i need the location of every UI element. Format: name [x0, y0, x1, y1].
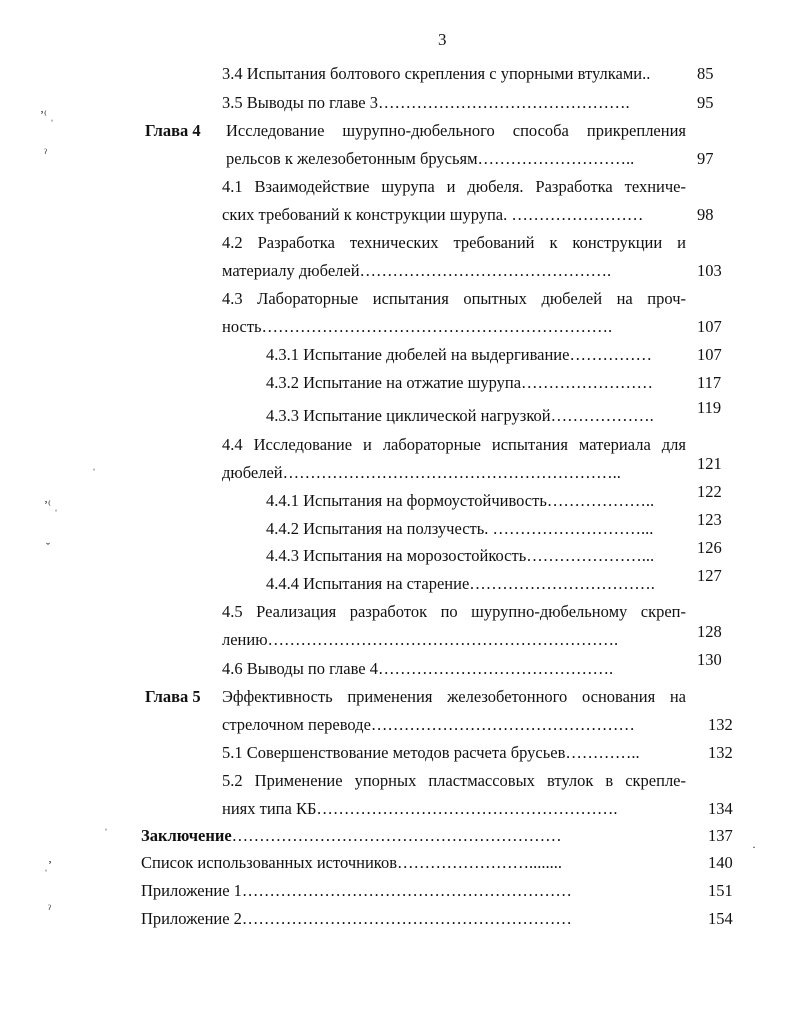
- toc-page-conclusion: 137: [708, 826, 733, 845]
- toc-page-4-1: 98: [697, 205, 714, 224]
- conclusion-title: Заключение: [141, 826, 232, 845]
- toc-page-3-4: 85: [697, 64, 714, 83]
- toc-entry-4-4-3: 4.4.3 Испытания на морозостойкость…………………...: [266, 546, 655, 565]
- toc-entry-4-4-1: 4.4.1 Испытания на формоустойчивость………………..: [266, 491, 655, 510]
- toc-chapter-5-title: Эффективность применения железобетонного основания на: [222, 687, 686, 706]
- toc-page-4-3-3: 119: [697, 398, 722, 417]
- toc-page-4-4-3: 126: [697, 538, 722, 557]
- toc-page-4-4-1: 122: [697, 482, 722, 501]
- toc-page-appendix-1: 151: [708, 881, 733, 900]
- conclusion-leader: ……………………………………………………: [231, 826, 562, 845]
- chapter-5-label: Глава 5: [145, 687, 201, 706]
- toc-entry-5-2-cont: ниях типа КБ……………………………………………….: [222, 799, 618, 818]
- toc-entry-4-5-cont: лению……………………………………………………….: [222, 630, 619, 649]
- toc-page-4: 97: [697, 149, 714, 168]
- toc-entry-4-3-3: 4.3.3 Испытание циклической нагрузкой……………….: [266, 406, 654, 425]
- toc-chapter-4-title-cont: рельсов к железобетонным брусьям………………………..: [226, 149, 635, 168]
- toc-entry-4-2-cont: материалу дюбелей……………………………………….: [222, 261, 612, 280]
- toc-chapter-4-title: Исследование шурупно-дюбельного способа прикрепления: [226, 121, 686, 140]
- toc-page-5: 132: [708, 715, 733, 734]
- toc-entry-5-2: 5.2 Применение упорных пластмассовых втулок в скрепле-: [222, 771, 686, 790]
- toc-page-4-3: 107: [697, 317, 722, 336]
- toc-entry-conclusion: [141, 826, 686, 846]
- scan-mark-icon: ˈ: [104, 826, 108, 840]
- toc-entry-3-4: 3.4 Испытания болтового скрепления с упорными втулками..: [222, 64, 651, 83]
- scan-mark-icon: ˈ: [92, 466, 96, 480]
- scan-mark-icon: ˌʼ: [44, 858, 52, 872]
- toc-entry-4-4: 4.4 Исследование и лабораторные испытания материала для: [222, 435, 686, 454]
- toc-page-4-4-2: 123: [697, 510, 722, 529]
- toc-entry-appendix-1: Приложение 1……………………………………………………: [141, 881, 572, 900]
- toc-entry-3-5: 3.5 Выводы по главе 3……………………………………….: [222, 93, 630, 112]
- toc-page-3-5: 95: [697, 93, 714, 112]
- toc-entry-4-4-4: 4.4.4 Испытания на старение…………………………….: [266, 574, 655, 593]
- scan-mark-icon: ˀ: [44, 146, 47, 160]
- toc-entry-4-3-cont: ность……………………………………………………….: [222, 317, 613, 336]
- toc-page-4-4-4: 127: [697, 566, 722, 585]
- toc-page-4-2: 103: [697, 261, 722, 280]
- toc-entry-4-5: 4.5 Реализация разработок по шурупно-дюбельному скреп-: [222, 602, 686, 621]
- toc-entry-4-3-2: 4.3.2 Испытание на отжатие шурупа……………………: [266, 373, 654, 392]
- scan-mark-icon: ʼ⁽ ˌ: [40, 108, 54, 122]
- scan-mark-icon: ˇ: [46, 540, 50, 554]
- toc-page-5-1: 132: [708, 743, 733, 762]
- toc-page-4-3-2: 117: [697, 373, 722, 392]
- chapter-4-label: Глава 4: [145, 121, 201, 140]
- toc-page-5-2: 134: [708, 799, 733, 818]
- scan-mark-icon: ·: [752, 840, 756, 854]
- toc-entry-4-3-1: 4.3.1 Испытание дюбелей на выдергивание……………: [266, 345, 652, 364]
- toc-page-4-4: 121: [697, 454, 722, 473]
- toc-entry-4-4-cont: дюбелей……………………………………………………..: [222, 463, 621, 482]
- toc-chapter-5-title-cont: стрелочном переводе…………………………………………: [222, 715, 635, 734]
- toc-entry-4-6: 4.6 Выводы по главе 4…………………………………….: [222, 659, 614, 678]
- toc-entry-appendix-2: Приложение 2……………………………………………………: [141, 909, 572, 928]
- toc-entry-4-4-2: 4.4.2 Испытания на ползучесть. ………………………...: [266, 519, 654, 538]
- toc-entry-4-1-cont: ских требований к конструкции шурупа. ……………………: [222, 205, 644, 224]
- toc-page-4-5: 128: [697, 622, 722, 641]
- scan-mark-icon: ʼ⁽ ˌ: [44, 498, 58, 512]
- toc-entry-4-3: 4.3 Лабораторные испытания опытных дюбелей на проч-: [222, 289, 686, 308]
- toc-entry-references: Список использованных источников……………………........: [141, 853, 562, 872]
- scan-mark-icon: ˀ: [48, 902, 51, 916]
- toc-page-appendix-2: 154: [708, 909, 733, 928]
- toc-entry-4-2: 4.2 Разработка технических требований к конструкции и: [222, 233, 686, 252]
- toc-page-references: 140: [708, 853, 733, 872]
- page-number: 3: [438, 30, 447, 49]
- toc-page-4-3-1: 107: [697, 345, 722, 364]
- toc-entry-5-1: 5.1 Совершенствование методов расчета брусьев…………..: [222, 743, 640, 762]
- toc-entry-4-1: 4.1 Взаимодействие шурупа и дюбеля. Разработка техниче-: [222, 177, 686, 196]
- toc-page-4-6: 130: [697, 650, 722, 669]
